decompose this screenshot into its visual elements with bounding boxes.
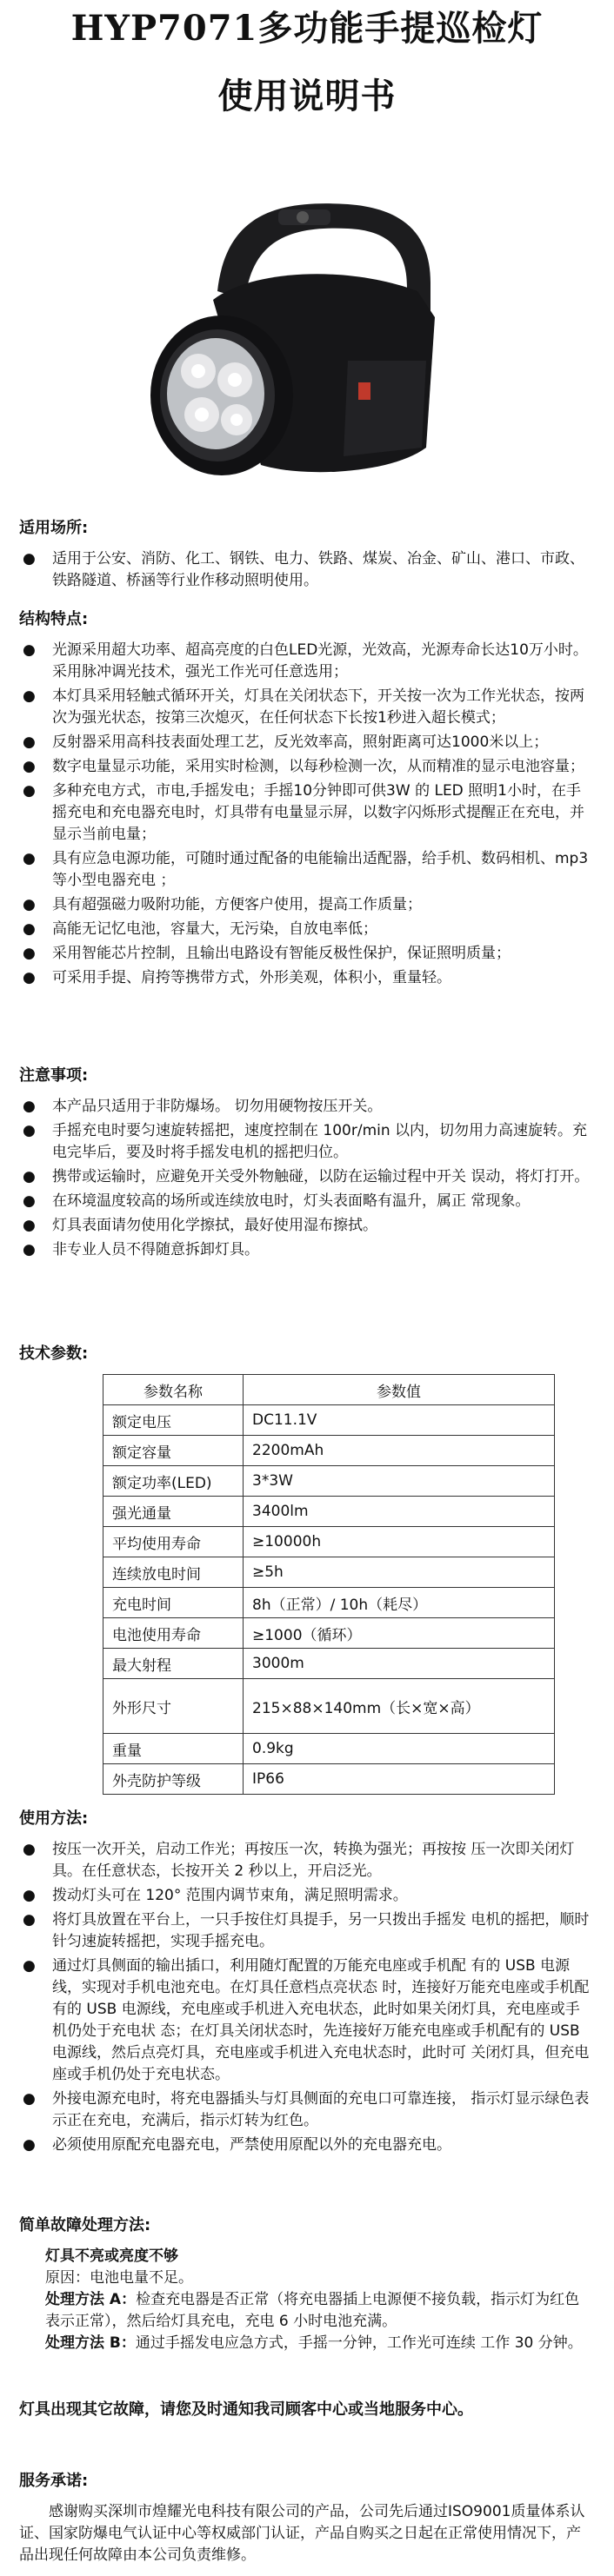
instructions-heading: 使用方法: [19, 1809, 89, 1828]
list-item: ● 外接电源充电时，将充电器插头与灯具侧面的充电口可靠连接， 指示灯显示绿色表示正在充电，充满后，指示灯转为红色。 [23, 2090, 590, 2129]
list-item: ● 通过灯具侧面的输出插口，利用随灯配置的万能充电座或手机配 有的 USB 电源线，实现对手机电池充电。在灯具任意档点亮状态 时，连接好万能充电座或手机配有的 USB 电源线，充电座或手机进入充电状态，此时如果关闭灯具，充电座或手机仍处于充电状 态；在灯具关闭状态时，先连接好万能充电座或手机配有的 USB 电源线，然后点亮灯具，充电座或手机进入充电状态时，此时可 关闭灯具，但充电座或手机仍处于充电状态。 [23, 1957, 590, 2083]
service-section [19, 2470, 593, 2566]
troubleshoot-problem: 灯具不亮或亮度不够 [45, 2247, 178, 2265]
list-item: ● 适用于公安、消防、化工、钢铁、电力、铁路、煤炭、冶金、矿山、港口、市政、铁路隧道、桥涵等行业作移动照明使用。 [23, 550, 584, 589]
table-row: 连续放电时间 ≥5h [103, 1557, 555, 1588]
list-item: ● 本灯具采用轻触式循环开关，灯具在关闭状态下，开关按一次为工作光状态，按两次为强光状态，按第三次熄灭，在任何状态下长按1秒进入超长模式； [23, 687, 584, 727]
bullet-icon: ● [23, 641, 36, 659]
bullet-icon: ● [23, 920, 36, 938]
cautions-section [19, 1065, 593, 1264]
specs-section [19, 1343, 593, 1795]
bullet-icon: ● [23, 969, 36, 986]
table-row: 重量 0.9kg [103, 1734, 555, 1764]
bullet-icon: ● [23, 1887, 36, 1904]
features-section [19, 608, 593, 992]
table-row: 充电时间 8h（正常）/ 10h（耗尽） [103, 1588, 555, 1618]
list-item: ● 反射器采用高科技表面处理工艺，反光效率高，照射距离可达1000米以上； [19, 732, 593, 754]
service-text: 感谢购买深圳市煌耀光电科技有限公司的产品，公司先后通过ISO9001质量体系认证、国家防爆电气认证中心等权威部门认证，产品自购买之日起在正常使用情况下，产品出现任何故障由本公司负责维修。 [19, 2503, 585, 2564]
bullet-icon: ● [23, 850, 36, 867]
list-item: ● 本产品只适用于非防爆场。 切勿用硬物按压开关。 [19, 1096, 593, 1118]
troubleshoot-method-a: 处理方法 A：检查充电器是否正常（将充电器插上电源便不接负载，指示灯为红色表示正常），然后给灯具充电，充电 6 小时电池充满。 [45, 2291, 580, 2330]
list-item: ● 采用智能芯片控制，且输出电路设有智能反极性保护，保证照明质量； [19, 943, 593, 965]
bullet-icon: ● [23, 550, 36, 568]
specs-heading: 技术参数: [19, 1344, 89, 1363]
list-item: ● 数字电量显示功能，采用实时检测，以每秒检测一次，从而精准的显示电池容量； [19, 756, 593, 778]
table-row: 额定电压 DC11.1V [103, 1405, 555, 1436]
specs-col-value-header: 参数值 [244, 1375, 555, 1405]
bullet-icon: ● [23, 1957, 36, 1975]
troubleshoot-cause: 原因：电池电量不足。 [45, 2269, 193, 2287]
table-row: 额定容量 2200mAh [103, 1436, 555, 1466]
service-heading: 服务承诺: [19, 2472, 89, 2490]
instructions-section [19, 1808, 593, 2159]
bullet-icon: ● [23, 687, 36, 705]
bullet-icon: ● [23, 945, 36, 962]
table-row: 平均使用寿命 ≥10000h [103, 1527, 555, 1557]
bullet-icon: ● [23, 758, 36, 775]
table-row: 强光通量 3400lm [103, 1497, 555, 1527]
bullet-icon: ● [23, 1168, 36, 1185]
list-item: ● 具有超强磁力吸附功能，方便客户使用，提高工作质量； [19, 894, 593, 916]
cautions-heading: 注意事项: [19, 1066, 89, 1085]
troubleshoot-heading: 简单故障处理方法: [19, 2216, 151, 2234]
bullet-icon: ● [23, 896, 36, 913]
list-item: ● 具有应急电源功能，可随时通过配备的电能输出适配器，给手机、数码相机、mp3等小型电器充电 ； [23, 850, 589, 889]
bullet-icon: ● [23, 1192, 36, 1210]
bullet-icon: ● [23, 1217, 36, 1234]
list-item: ● 高能无记忆电池，容量大，无污染，自放电率低； [19, 919, 593, 940]
list-item: ● 将灯具放置在平台上，一只手按住灯具提手，另一只拨出手摇发 电机的摇把，顺时针匀速旋转摇把，实现手摇充电。 [23, 1911, 590, 1950]
list-item: ● 携带或运输时，应避免开关受外物触碰，以防在运输过程中开关 误动，将灯打开。 [19, 1166, 593, 1188]
bullet-icon: ● [23, 1911, 36, 1929]
bullet-icon: ● [23, 2090, 36, 2108]
table-row: 最大射程 3000m [103, 1649, 555, 1679]
table-row: 外壳防护等级 IP66 [103, 1764, 555, 1795]
list-item: ● 手摇充电时要匀速旋转摇把，速度控制在 100r/min 以内，切勿用力高速旋转。充电完毕后，要及时将手摇发电机的摇把归位。 [23, 1122, 588, 1161]
features-heading: 结构特点: [19, 610, 89, 628]
list-item: ● 拨动灯头可在 120° 范围内调节束角，满足照明需求。 [19, 1885, 593, 1907]
list-item: ● 按压一次开关，启动工作光；再按压一次，转换为强光；再按按 压一次即关闭灯具。在任意状态，长按开关 2 秒以上，开启泛光。 [23, 1841, 575, 1880]
table-row: 额定功率(LED) 3*3W [103, 1466, 555, 1497]
usage-place-heading: 适用场所: [19, 519, 89, 537]
list-item: ● 可采用手提、肩挎等携带方式，外形美观，体积小，重量轻。 [19, 967, 593, 989]
usage-place-section [19, 517, 593, 594]
list-item: ● 非专业人员不得随意拆卸灯具。 [19, 1239, 593, 1261]
flashlight-product-image [130, 187, 478, 495]
document-title-line-2: 使用说明书 [217, 76, 397, 116]
bullet-icon: ● [23, 782, 36, 800]
specs-table [103, 1374, 555, 1795]
list-item: ● 在环境温度较高的场所或连续放电时，灯头表面略有温升，属正 常现象。 [19, 1191, 593, 1212]
specs-col-name-header: 参数名称 [103, 1375, 244, 1405]
other-fault-note: 灯具出现其它故障，请您及时通知我司顾客中心或当地服务中心。 [19, 2400, 473, 2419]
bullet-icon: ● [23, 734, 36, 751]
list-item: ● 必须使用原配充电器充电，严禁使用原配以外的充电器充电。 [19, 2134, 593, 2156]
table-row: 外形尺寸 215×88×140mm（长×宽×高） [103, 1679, 555, 1734]
troubleshoot-section [19, 2214, 593, 2354]
table-row: 电池使用寿命 ≥1000（循环） [103, 1618, 555, 1649]
bullet-icon: ● [23, 1098, 36, 1115]
list-item: ● 光源采用超大功率、超高亮度的白色LED光源，光效高，光源寿命长达10万小时。采用脉冲调光技术，强光工作光可任意选用； [23, 641, 588, 681]
document-title-line-1: HYP7071多功能手提巡检灯 [70, 8, 544, 49]
list-item: ● 多种充电方式，市电,手摇发电；手摇10分钟即可供3W 的 LED 照明1小时，在手摇充电和充电器充电时，灯具带有电量显示屏，以数字闪烁形式提醒正在充电，并显示当前电量； [23, 782, 584, 843]
bullet-icon: ● [23, 1841, 36, 1858]
bullet-icon: ● [23, 2136, 36, 2154]
troubleshoot-method-b: 处理方法 B：通过手摇发电应急方式，手摇一分钟，工作光可连续 工作 30 分钟。 [45, 2334, 583, 2352]
bullet-icon: ● [23, 1122, 36, 1139]
list-item: ● 灯具表面请勿使用化学擦拭，最好使用湿布擦拭。 [19, 1215, 593, 1237]
bullet-icon: ● [23, 1241, 36, 1258]
